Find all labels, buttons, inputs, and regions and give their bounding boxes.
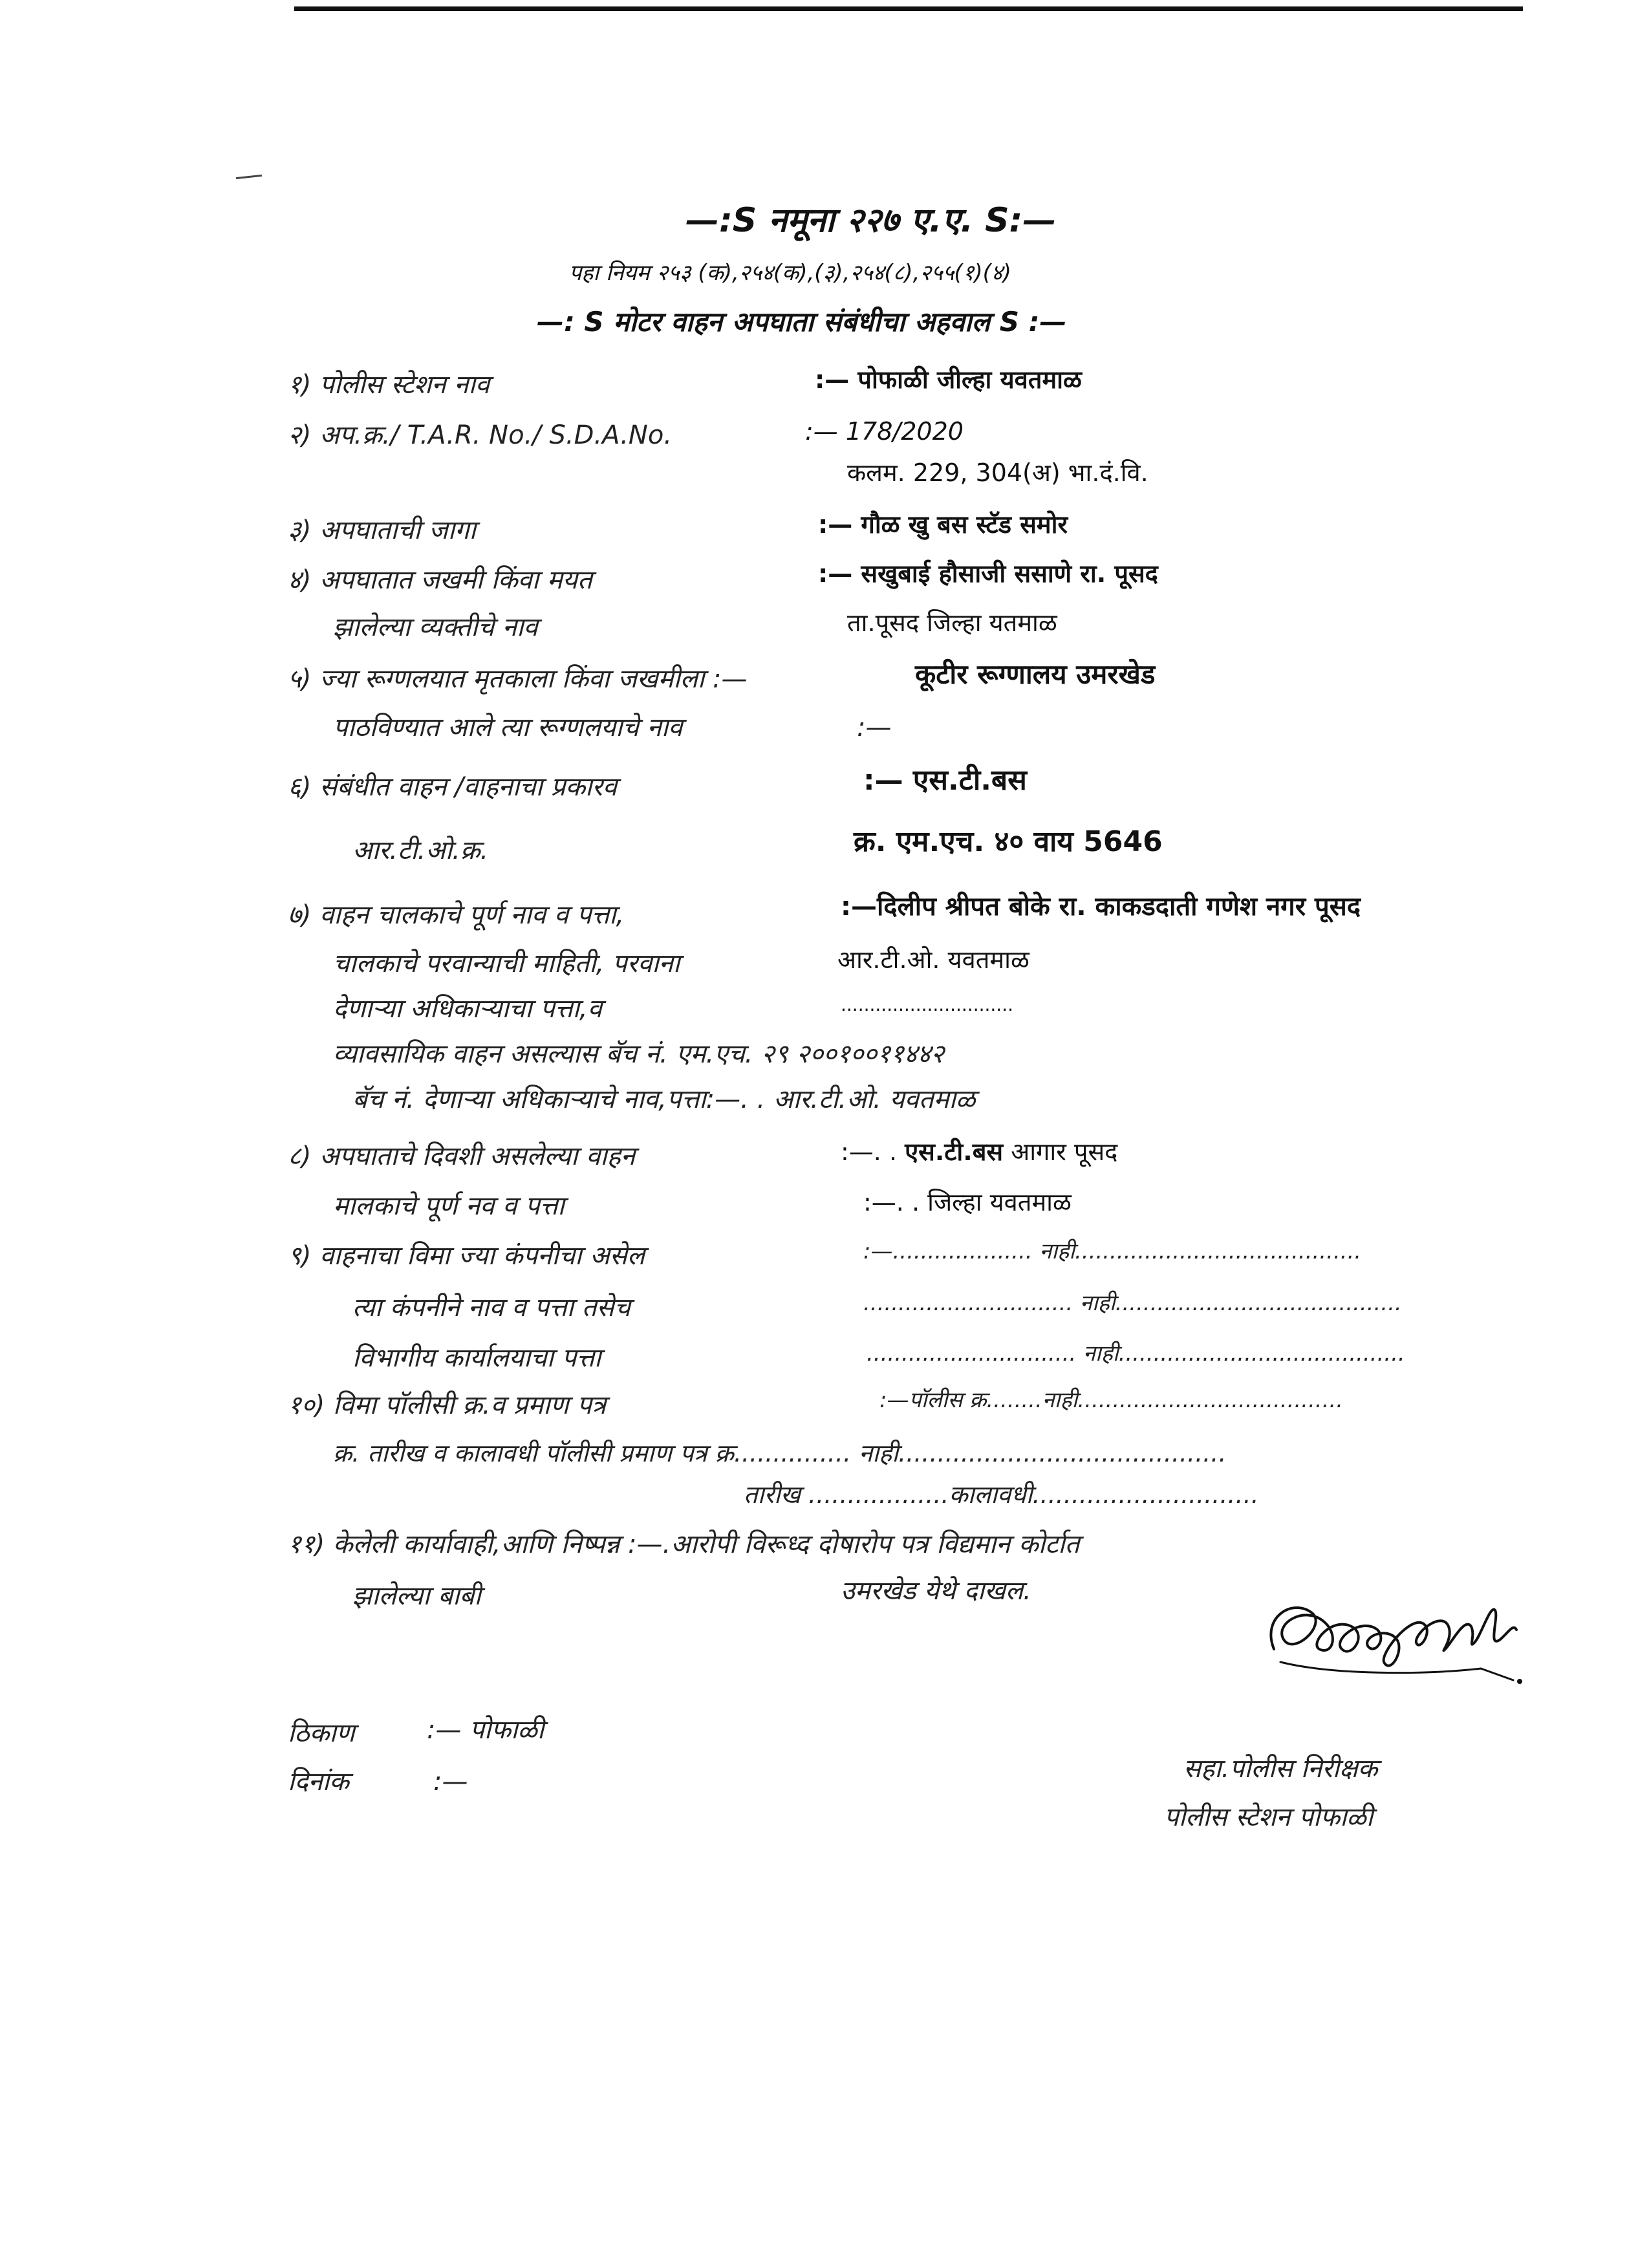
- field-7-value: :—दिलीप श्रीपत बोके रा. काकडदाती गणेश नगर पूसद: [841, 892, 1361, 922]
- field-4-label: ४) अपघातात जखमी किंवा मयत: [288, 565, 592, 595]
- field-4-label-line2: झालेल्या व्यक्तीचे नाव: [333, 612, 538, 642]
- officer-signature: [1255, 1578, 1539, 1694]
- field-3-value: :— गौळ खु बस स्टॅड समोर: [818, 510, 1068, 539]
- field-3-label: ३) अपघाताची जागा: [288, 515, 476, 545]
- police-station-name: पोलीस स्टेशन पोफाळी: [1164, 1802, 1374, 1832]
- field-10-label: १०) विमा पॉलीसी क्र.व प्रमाण पत्र: [288, 1390, 607, 1420]
- field-1-value: :— पोफाळी जील्हा यवतमाळ: [815, 365, 1082, 394]
- place-value: :— पोफाळी: [427, 1715, 544, 1745]
- field-8-value-line2: :—. . जिल्हा यवतमाळ: [863, 1188, 1072, 1216]
- field-11-label-line2: झालेल्या बाबी: [352, 1581, 481, 1611]
- rule-reference: पहा नियम २५३ (क),२५४(क),(३),२५४(८),२५५(१)(४): [569, 260, 1011, 286]
- field-9-value-line2: .............................. नाही.........................................: [863, 1290, 1402, 1316]
- field-8-label-line2: मालकाचे पूर्ण नव व पत्ता: [333, 1191, 565, 1221]
- field-6-value: :— एस.टी.बस: [863, 764, 1027, 797]
- field-11-value-line2: उमरखेड येथे दाखल.: [841, 1576, 1031, 1606]
- field-5-value: कूटीर रूग्णालय उमरखेड: [915, 658, 1156, 690]
- top-border-line: [294, 6, 1523, 11]
- officer-designation: सहा.पोलीस निरीक्षक: [1183, 1754, 1378, 1784]
- field-8-value-rest: आगार पूसद: [1011, 1138, 1118, 1166]
- field-7-label-line4: व्यावसायिक वाहन असल्यास बॅच नं. एम.एच. २९ २००१००११४४२: [333, 1039, 945, 1069]
- field-9-label-line2: त्या कंपनीने नाव व पत्ता तसेच: [352, 1293, 630, 1323]
- field-10-label-line3: तारीख ..................कालावधी.............................: [744, 1480, 1259, 1509]
- field-7-value-line2: आर.टी.ओ. यवतमाळ: [837, 945, 1029, 974]
- field-8-value-prefix: :—. .: [841, 1138, 898, 1166]
- date-value: :—: [433, 1767, 468, 1797]
- field-7-label: ७) वाहन चालकाचे पूर्ण नाव व पत्ता,: [288, 900, 625, 930]
- field-2-value: :— 178/2020: [805, 417, 964, 446]
- field-6-label-line2: आर.टी.ओ.क्र.: [352, 836, 489, 865]
- field-8-value-wrap: [841, 1139, 1117, 1164]
- place-label: ठिकाण: [288, 1718, 355, 1748]
- field-6-value-line2: क्र. एम.एच. ४० वाय 5646: [854, 825, 1163, 858]
- field-11-label: ११) केलेली कार्यावाही,आणि निष्पन्न :—.आरोपी विरूध्द दोषारोप पत्र विद्यमान कोर्टात: [288, 1529, 1080, 1559]
- field-7-label-line2: चालकाचे परवान्याची माहिती, परवाना: [333, 949, 680, 978]
- field-8-label: ८) अपघाताचे दिवशी असलेल्या वाहन: [288, 1141, 636, 1171]
- field-7-value-line3: ..............................: [841, 994, 1014, 1015]
- report-title: —: S मोटर वाहन अपघाता संबंधीचा अहवाल S :—: [537, 306, 1067, 338]
- field-5-label-line2: पाठविण्यात आले त्या रूग्णलयाचे नाव: [333, 713, 683, 742]
- field-8-value-bold: एस.टी.बस: [905, 1138, 1004, 1166]
- field-4-value-line2: ता.पूसद जिल्हा यतमाळ: [847, 609, 1057, 637]
- field-5-value-line2: :—: [857, 713, 892, 742]
- field-7-label-line5: बॅच नं. देणाऱ्या अधिकाऱ्याचे नाव,पत्ता:—. . आर.टी.ओ. यवतमाळ: [352, 1085, 976, 1114]
- field-9-label: ९) वाहनाचा विमा ज्या कंपनीचा असेल: [288, 1241, 645, 1271]
- field-4-value: :— सखुबाई हौसाजी ससाणे रा. पूसद: [818, 559, 1158, 588]
- field-2-label: २) अप.क्र./ T.A.R. No./ S.D.A.No.: [288, 420, 673, 450]
- field-10-value: :—पॉलीस क्र........नाही......................................: [879, 1387, 1344, 1413]
- field-2-value-section: कलम. 229, 304(अ) भा.दं.वि.: [847, 459, 1148, 487]
- scan-speck: [236, 175, 262, 179]
- field-9-label-line3: विभागीय कार्यालयाचा पत्ता: [352, 1343, 601, 1373]
- field-6-label: ६) संबंधीत वाहन /वाहनाचा प्रकारव: [288, 772, 618, 802]
- field-7-label-line3: देणाऱ्या अधिकाऱ्याचा पत्ता,व: [333, 994, 602, 1024]
- field-10-label-line2: क्र. तारीख व कालावधी पॉलीसी प्रमाण पत्र क्र............... नाही..........................................: [333, 1439, 1227, 1467]
- field-5-label: ५) ज्या रूग्णलयात मृतकाला किंवा जखमीला :—: [288, 664, 748, 694]
- field-1-label: १) पोलीस स्टेशन नाव: [288, 370, 490, 400]
- form-number: —:S नमूना २२७ ए.ए. S:—: [685, 201, 1057, 240]
- date-label: दिनांक: [288, 1767, 349, 1797]
- field-9-value: :—.................... नाही.........................................: [863, 1238, 1362, 1264]
- field-9-value-line3: .............................. नाही.........................................: [867, 1341, 1405, 1366]
